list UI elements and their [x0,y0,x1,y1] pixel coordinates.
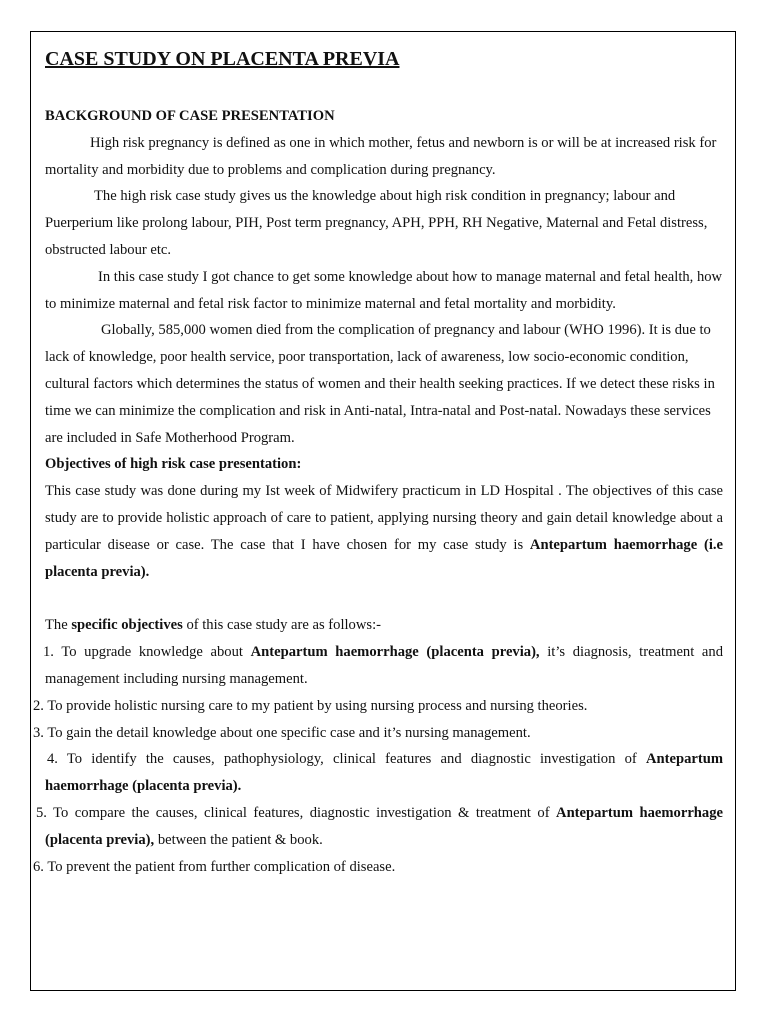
item-text: To upgrade knowledge about [53,644,251,661]
background-heading: BACKGROUND OF CASE PRESENTATION [45,108,335,124]
background-paragraph-3: In this case study I got chance to get some knowledge about how to manage maternal and fetal health, how to minimize maternal and fetal risk factor to minimize maternal and fetal mortality and morbidity. [45,268,723,312]
specific-bold: specific objectives [71,617,183,634]
item-bold: Antepartum haemorrhage (placenta previa), [45,804,723,848]
item-number: 6. [33,858,44,875]
document-content [33,44,723,880]
item-text-post: it’s diagnosis, treatment and management including nursing management. [45,644,723,687]
objective-item-6 [33,854,723,881]
item-text: To compare the causes, clinical features, diagnostic investigation & treatment of [46,804,557,821]
background-paragraph-4: Globally, 585,000 women died from the complication of pregnancy and labour (WHO 1996). It is due to lack of knowledge, poor health service, poor transportation, lack of awareness, low socio-economic condition, cultural factors which determines the status of women and their health seeking practices. If we detect these risks in time we can minimize the complication and risk in Anti-natal, Intra-natal and Post-natal. Nowadays these services are included in Safe Motherhood Program. [45,322,715,446]
item-number: 4. [47,751,58,768]
spacer [45,585,723,612]
item-bold: Antepartum haemorrhage (placenta previa). [45,751,723,795]
item-number: 5. [36,804,47,821]
objectives-heading: Objectives of high risk case presentation: [45,456,302,473]
specific-post: of this case study are as follows:- [182,617,381,634]
objective-item-5 [36,800,723,854]
item-text: To identify the causes, pathophysiology, clinical features and diagnostic investigation of [57,751,646,768]
item-number: 1. [43,644,54,661]
item-text: To provide holistic nursing care to my patient by using nursing process and nursing theories. [43,697,588,714]
objective-item-4 [45,746,723,800]
item-text: To gain the detail knowledge about one specific case and it’s nursing management. [43,724,531,741]
background-paragraph-1: High risk pregnancy is defined as one in which mother, fetus and newborn is or will be at increased risk for mortality and morbidity due to problems and complication during pregnancy. [45,134,717,178]
objective-item-3 [33,720,723,747]
objectives-intro [45,478,723,585]
item-text-post: between the patient & book. [154,831,323,848]
specific-pre: The [45,617,72,634]
objective-item-1 [45,639,723,693]
item-number: 2. [33,697,44,714]
objectives-intro-text: This case study was done during my Ist week of Midwifery practicum in LD Hospital . The objectives of this case study are to provide holistic approach of care to patient, applying nursing theory and gain detail knowledge about a particular disease or case. The case that I have chosen for my case study is [45,483,723,553]
item-bold: Antepartum haemorrhage (placenta previa), [250,644,540,661]
background-paragraph-2: The high risk case study gives us the knowledge about high risk condition in pregnancy; labour and Puerperium like prolong labour, PIH, Post term pregnancy, APH, PPH, RH Negative, Maternal and Fetal distress, obstructed labour etc. [45,188,708,258]
objectives-intro-bold: Antepartum haemorrhage (i.e placenta previa). [45,536,723,580]
item-text: To prevent the patient from further complication of disease. [43,858,396,875]
specific-objectives-intro [45,612,723,639]
page-title: CASE STUDY ON PLACENTA PREVIA [45,48,400,70]
objective-item-2 [33,693,723,720]
item-number: 3. [33,724,44,741]
